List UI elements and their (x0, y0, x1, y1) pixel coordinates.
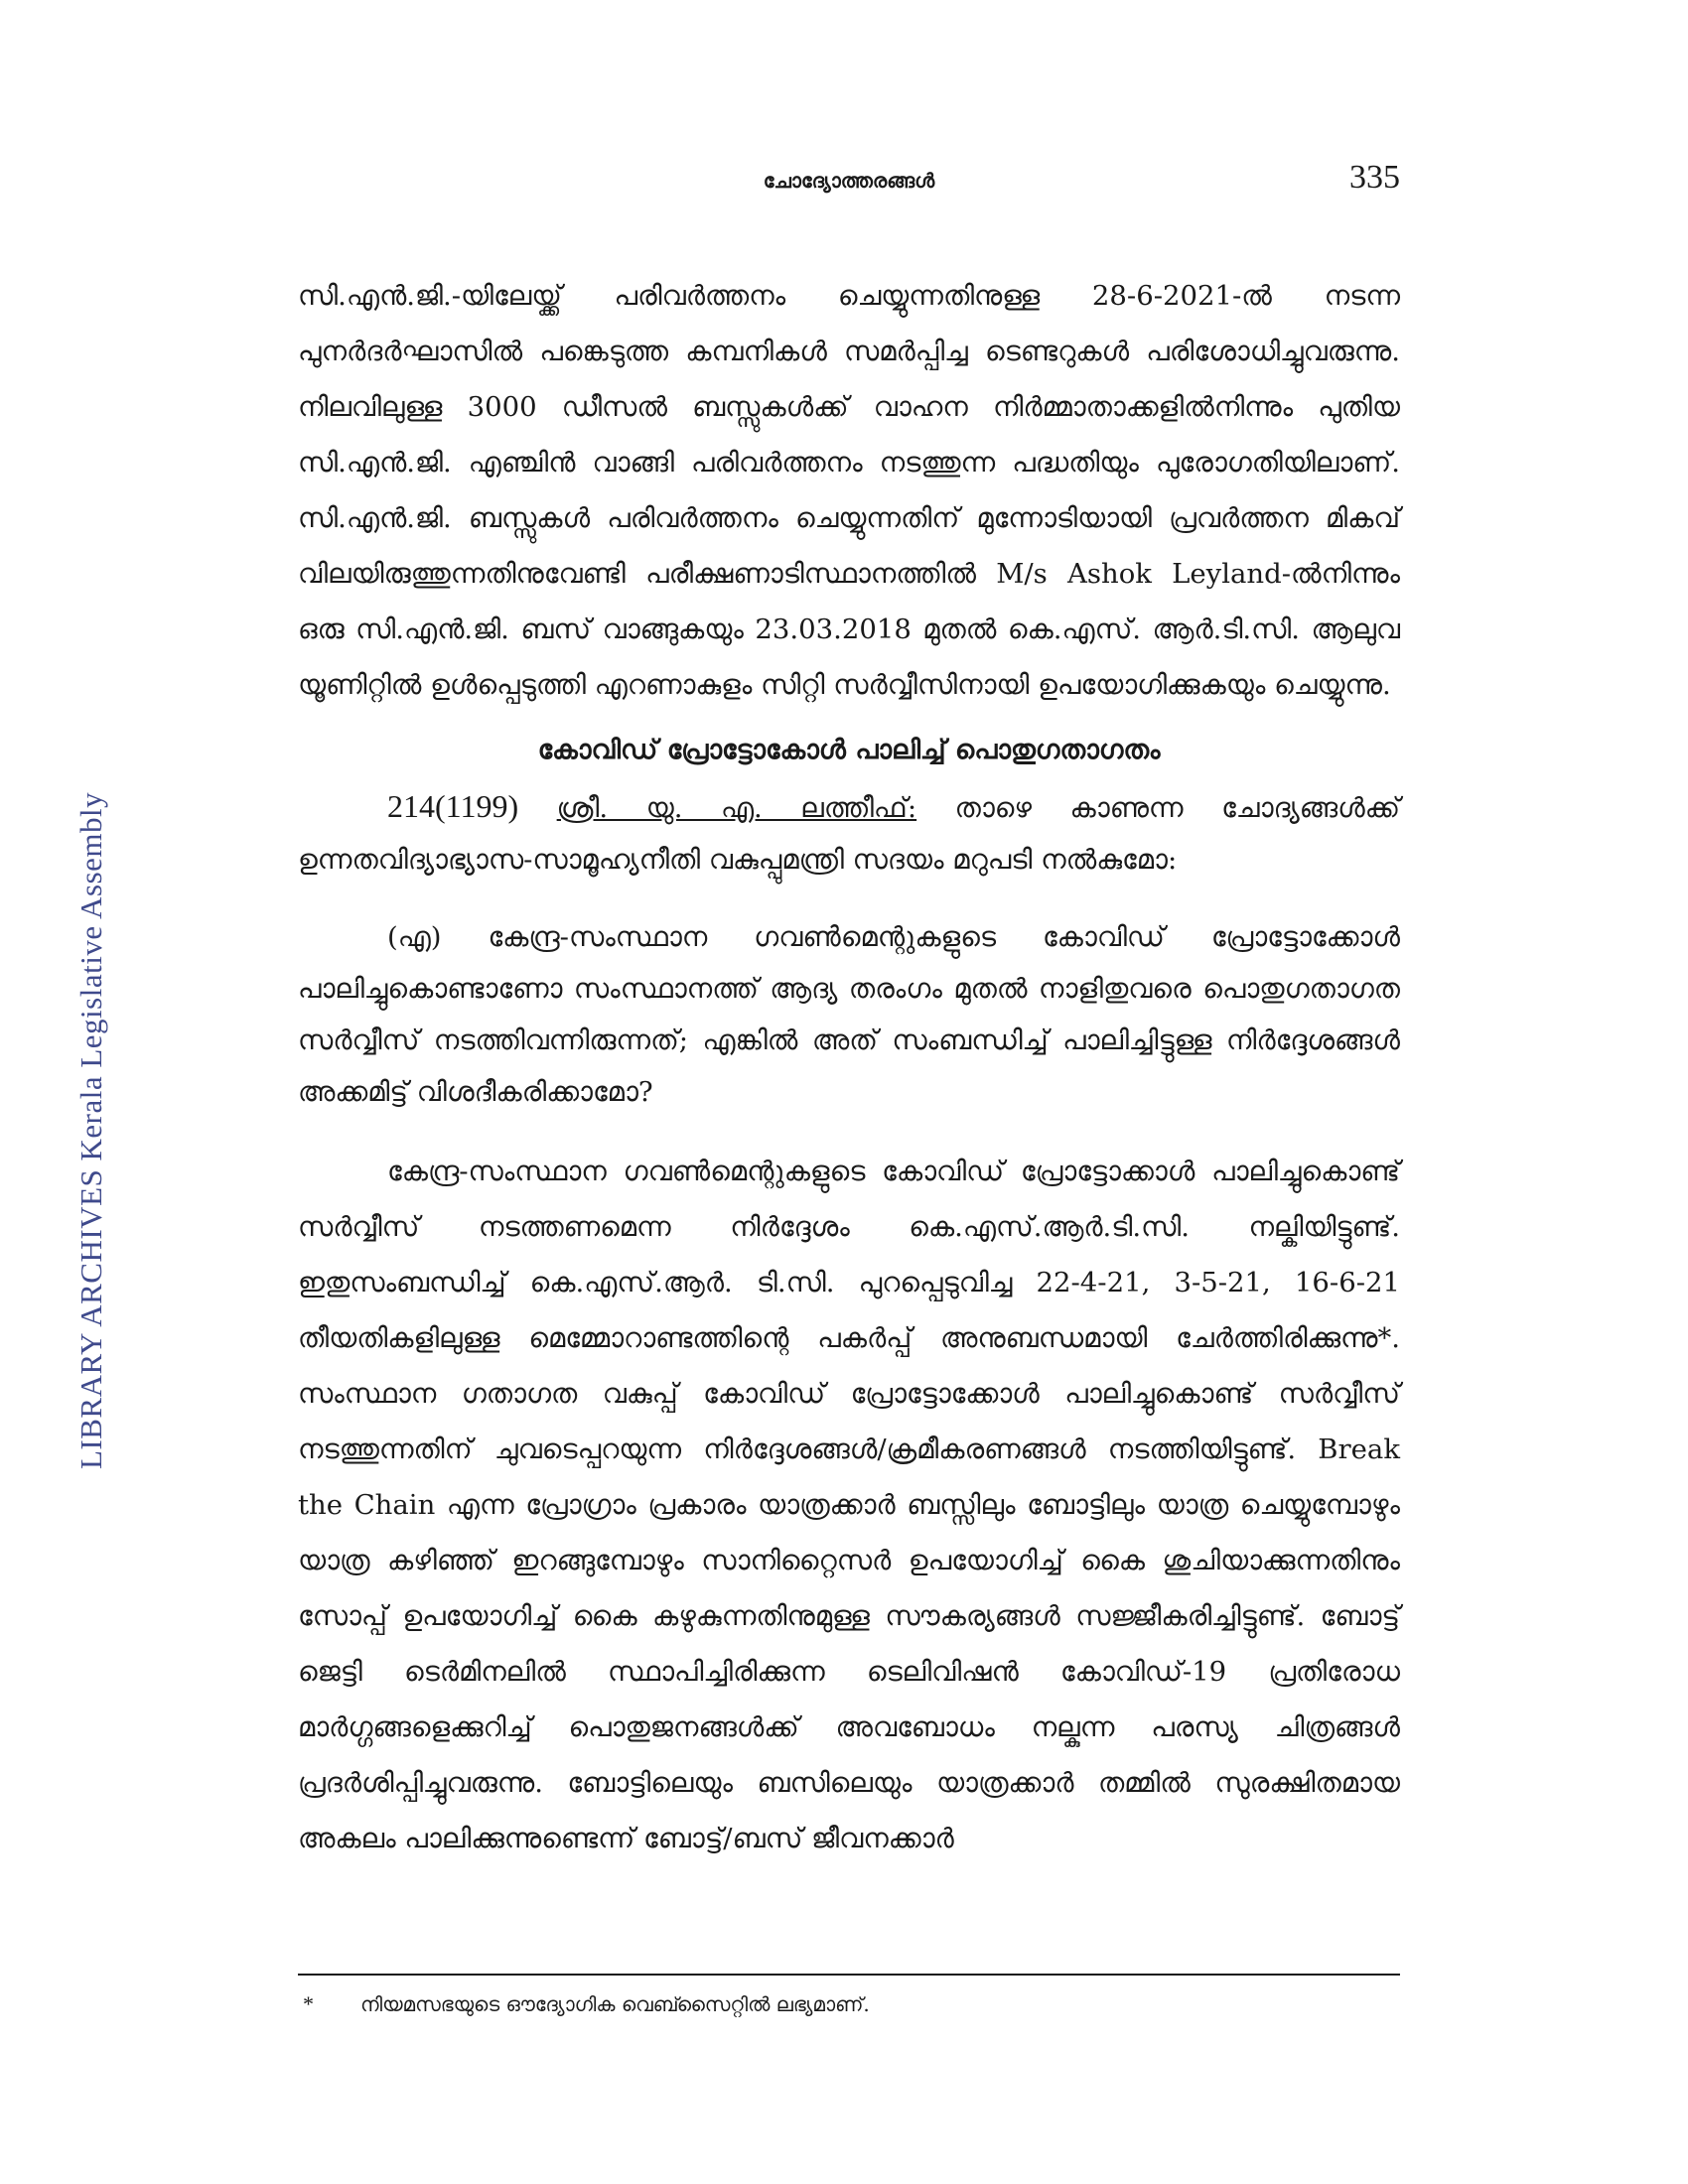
footnote (303, 1991, 1395, 2017)
footnote-text: നിയമസഭയുടെ ഔദ്യോഗിക വെബ്സൈറ്റിൽ ലഭ്യമാണ്. (360, 1992, 870, 2016)
question-intro (298, 780, 1400, 886)
footnote-divider (298, 1974, 1400, 1976)
page-body (298, 268, 1400, 1866)
footnote-mark: * (303, 1991, 314, 2016)
question-text: താഴെ കാണുന്ന ചോദ്യങ്ങൾക്ക് ഉന്നതവിദ്യാഭ്യാസ-സാമൂഹ്യനീതി വകുപ്പുമന്ത്രി സദയം മറുപടി നൽകുമോ: (298, 792, 1400, 876)
section-heading: കോവിഡ് പ്രോട്ടോകോൾ പാലിച്ച് പൊതുഗതാഗതം (537, 735, 1161, 765)
running-title: ചോദ്യോത്തരങ്ങൾ (763, 169, 935, 193)
answer-paragraph: കേന്ദ്ര-സംസ്ഥാന ഗവൺമെന്റുകളുടെ കോവിഡ് പ്രോട്ടോക്കാൾ പാലിച്ചുകൊണ്ട് സർവ്വീസ് നടത്തണമെന്ന നിർദ്ദേശം കെ.എസ്.ആർ.ടി.സി. നല്കിയിട്ടുണ്ട്. ഇതുസംബന്ധിച്ച് കെ.എസ്.ആർ. ടി.സി. പുറപ്പെടുവിച്ച 22-4-21, 3-5-21, 16-6-21 തീയതികളിലുള്ള മെമ്മോറാണ്ടത്തിന്റെ പകർപ്പ് അനുബന്ധമായി ചേർത്തിരിക്കുന്നു*. സംസ്ഥാന ഗതാഗത വകുപ്പ് കോവിഡ് പ്രോട്ടോക്കോൾ പാലിച്ചുകൊണ്ട് സർവ്വീസ് നടത്തുന്നതിന് ചുവടെപ്പറയുന്ന നിർദ്ദേശങ്ങൾ/ക്രമീകരണങ്ങൾ നടത്തിയിട്ടുണ്ട്. Break the Chain എന്ന പ്രോഗ്രാം പ്രകാരം യാത്രക്കാർ ബസ്സിലും ബോട്ടിലും യാത്ര ചെയ്യുമ്പോഴും യാത്ര കഴിഞ്ഞ് ഇറങ്ങുമ്പോഴും സാനിറ്റൈസർ ഉപയോഗിച്ച് കൈ ശുചിയാക്കുന്നതിനും സോപ്പ് ഉപയോഗിച്ച് കൈ കഴുകുന്നതിനുമുള്ള സൗകര്യങ്ങൾ സജ്ജീകരിച്ചിട്ടുണ്ട്. ബോട്ട് ജെട്ടി ടെർമിനലിൽ സ്ഥാപിച്ചിരിക്കുന്ന ടെലിവിഷൻ കോവിഡ്-19 പ്രതിരോധ മാർഗ്ഗങ്ങളെക്കുറിച്ച് പൊതുജനങ്ങൾക്ക് അവബോധം നല്കുന്ന പരസ്യ ചിത്രങ്ങൾ പ്രദർശിപ്പിച്ചുവരുന്നു. ബോട്ടിലെയും ബസിലെയും യാത്രക്കാർ തമ്മിൽ സുരക്ഷിതമായ അകലം പാലിക്കുന്നുണ്ടെന്ന് ബോട്ട്/ബസ് ജീവനക്കാർ (298, 1156, 1400, 1854)
member-name: ശ്രീ. യു. എ. ലത്തീഫ്: (556, 792, 917, 824)
question-part-a: (എ) കേന്ദ്ര-സംസ്ഥാന ഗവൺമെന്റുകളുടെ കോവിഡ് പ്രോട്ടോക്കോൾ പാലിച്ചുകൊണ്ടാണോ സംസ്ഥാനത്ത് ആദ്യ തരംഗം മുതൽ നാളിതുവരെ പൊതുഗതാഗത സർവ്വീസ് നടത്തിവന്നിരുന്നത്; എങ്കിൽ അത് സംബന്ധിച്ച് പാലിച്ചിട്ടുള്ള നിർദ്ദേശങ്ങൾ അക്കമിട്ട് വിശദീകരിക്കാമോ? (298, 921, 1400, 1108)
running-head (298, 159, 1400, 208)
intro-paragraph: സി.എൻ.ജി.-യിലേയ്ക്ക് പരിവർത്തനം ചെയ്യുന്നതിനുള്ള 28-6-2021-ൽ നടന്ന പുനർദർഘാസിൽ പങ്കെടുത്ത കമ്പനികൾ സമർപ്പിച്ച ടെണ്ടറുകൾ പരിശോധിച്ചുവരുന്നു. നിലവിലുള്ള 3000 ഡീസൽ ബസ്സുകൾക്ക് വാഹന നിർമ്മാതാക്കളിൽനിന്നും പുതിയ സി.എൻ.ജി. എഞ്ചിൻ വാങ്ങി പരിവർത്തനം നടത്തുന്ന പദ്ധതിയും പുരോഗതിയിലാണ്. സി.എൻ.ജി. ബസ്സുകൾ പരിവർത്തനം ചെയ്യുന്നതിന് മുന്നോടിയായി പ്രവർത്തന മികവ് വിലയിരുത്തുന്നതിനുവേണ്ടി പരീക്ഷണാടിസ്ഥാനത്തിൽ M/s Ashok Leyland-ൽനിന്നും ഒരു സി.എൻ.ജി. ബസ് വാങ്ങുകയും 23.03.2018 മുതൽ കെ.എസ്. ആർ.ടി.സി. ആലുവ യൂണിറ്റിൽ ഉൾപ്പെടുത്തി എറണാകുളം സിറ്റി സർവ്വീസിനായി ഉപയോഗിക്കുകയും ചെയ്യുന്നു. (298, 280, 1400, 701)
page-number: 335 (1349, 159, 1400, 196)
question-number: 214(1199) (387, 788, 519, 824)
library-archives-watermark: LIBRARY ARCHIVES Kerala Legislative Assembly (73, 791, 108, 1469)
